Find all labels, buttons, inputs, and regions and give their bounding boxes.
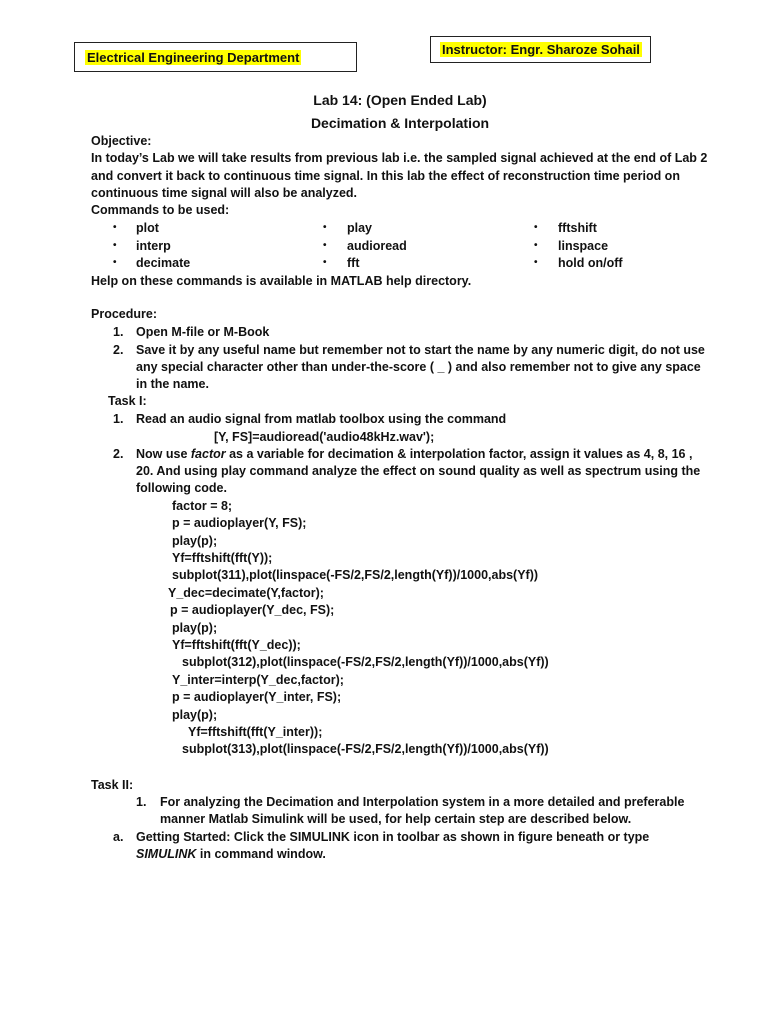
- code-line: Y_dec=decimate(Y,factor);: [168, 586, 324, 600]
- procedure-step: in the name.: [136, 377, 209, 391]
- bullet-marker: •: [323, 257, 327, 268]
- command-item: fft: [347, 256, 360, 270]
- bullet-marker: •: [534, 240, 538, 251]
- department-box: [74, 42, 357, 72]
- procedure-step: Open M-file or M-Book: [136, 325, 270, 339]
- code-line: play(p);: [172, 621, 218, 635]
- bullet-marker: •: [323, 222, 327, 233]
- bullet-marker: •: [113, 257, 117, 268]
- task1-step-text: Now use: [136, 447, 191, 461]
- task2-step: [136, 846, 326, 862]
- command-item: hold on/off: [558, 256, 623, 270]
- procedure-step: any special character other than under-the-score ( _ ) and also remember not to give any space: [136, 360, 701, 374]
- task2-step: manner Matlab Simulink will be used, for help certain step are described below.: [160, 812, 632, 826]
- task2-heading: Task II:: [91, 778, 134, 792]
- commands-help: Help on these commands is available in MATLAB help directory.: [91, 274, 472, 288]
- step-number: 1.: [113, 325, 124, 339]
- code-line: subplot(311),plot(linspace(-FS/2,FS/2,length(Yf))/1000,abs(Yf)): [172, 568, 539, 582]
- factor-emphasis: factor: [190, 447, 226, 461]
- objective-line: continuous time signal will also be analyzed.: [91, 186, 358, 200]
- lab-title: Lab 14: (Open Ended Lab): [313, 92, 487, 108]
- instructor-box: [430, 36, 651, 63]
- task1-step: 20. And using play command analyze the effect on sound quality as well as spectrum using the: [136, 464, 701, 478]
- bullet-marker: •: [113, 240, 117, 251]
- lab-subtitle: Decimation & Interpolation: [310, 115, 490, 131]
- task1-step: Read an audio signal from matlab toolbox using the command: [136, 412, 507, 426]
- objective-heading: Objective:: [91, 134, 152, 148]
- bullet-marker: •: [534, 222, 538, 233]
- task2-step-text: in command window.: [196, 847, 326, 861]
- procedure-heading: Procedure:: [91, 307, 157, 321]
- command-item: audioread: [347, 239, 407, 253]
- task2-step: For analyzing the Decimation and Interpolation system in a more detailed and preferable: [160, 795, 685, 809]
- task1-code-line: [Y, FS]=audioread('audio48kHz.wav');: [214, 430, 435, 444]
- code-line: subplot(312),plot(linspace(-FS/2,FS/2,length(Yf))/1000,abs(Yf)): [182, 655, 549, 669]
- code-line: p = audioplayer(Y_dec, FS);: [170, 603, 335, 617]
- task1-heading: Task I:: [108, 394, 147, 408]
- task1-step: [136, 446, 692, 462]
- commands-heading: Commands to be used:: [91, 203, 230, 217]
- step-number: 2.: [113, 343, 124, 357]
- task1-step-text: as a variable for decimation & interpolation factor, assign it values as 4, 8, 16 ,: [225, 447, 693, 461]
- command-item: linspace: [558, 239, 609, 253]
- simulink-emphasis: SIMULINK: [136, 847, 197, 861]
- step-number: 1.: [113, 412, 124, 426]
- code-line: Yf=fftshift(fft(Y_inter));: [188, 725, 323, 739]
- code-line: Y_inter=interp(Y_dec,factor);: [172, 673, 344, 687]
- step-number: 2.: [113, 447, 124, 461]
- code-line: factor = 8;: [172, 499, 233, 513]
- command-item: fftshift: [558, 221, 597, 235]
- command-item: interp: [136, 239, 171, 253]
- step-number: 1.: [136, 795, 147, 809]
- task2-step: Getting Started: Click the SIMULINK icon in toolbar as shown in figure beneath or type: [136, 830, 650, 844]
- procedure-step: Save it by any useful name but remember not to start the name by any numeric digit, do not use: [136, 343, 705, 357]
- step-letter: a.: [113, 830, 124, 844]
- code-line: p = audioplayer(Y, FS);: [172, 516, 307, 530]
- instructor-label: Instructor: Engr. Sharoze Sohail: [442, 42, 640, 57]
- code-line: p = audioplayer(Y_inter, FS);: [172, 690, 342, 704]
- command-item: decimate: [136, 256, 191, 270]
- code-line: Yf=fftshift(fft(Y));: [172, 551, 273, 565]
- code-line: play(p);: [172, 708, 218, 722]
- task1-step: following code.: [136, 481, 227, 495]
- bullet-marker: •: [113, 222, 117, 233]
- objective-line: and convert it back to continuous time signal. In this lab the effect of reconstruction time period on: [91, 169, 680, 183]
- code-line: Yf=fftshift(fft(Y_dec));: [172, 638, 301, 652]
- command-item: play: [347, 221, 373, 235]
- bullet-marker: •: [534, 257, 538, 268]
- objective-line: In today’s Lab we will take results from previous lab i.e. the sampled signal achieved at the end of Lab 2: [91, 151, 708, 165]
- code-line: play(p);: [172, 534, 218, 548]
- code-line: subplot(313),plot(linspace(-FS/2,FS/2,length(Yf))/1000,abs(Yf)): [182, 742, 549, 756]
- department-label: Electrical Engineering Department: [87, 49, 300, 65]
- command-item: plot: [136, 221, 159, 235]
- bullet-marker: •: [323, 240, 327, 251]
